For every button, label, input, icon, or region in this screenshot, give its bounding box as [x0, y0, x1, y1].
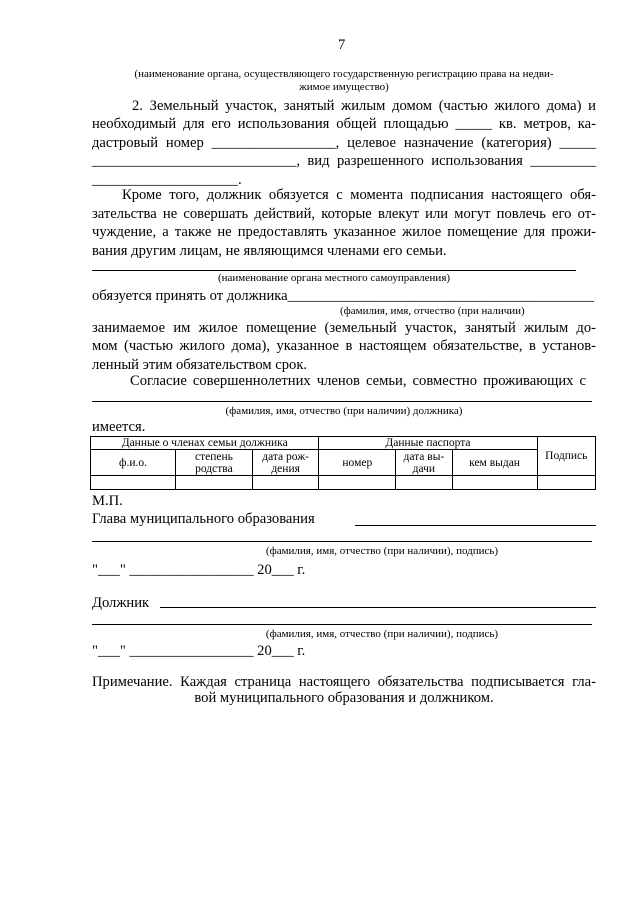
- head-fio-line: [92, 541, 592, 542]
- date-line-debtor: "___" _________________ 20___ г.: [92, 643, 306, 659]
- registration-authority-caption: (наименование органа, осуществляющего государственную регистрацию права на недви-: [134, 68, 554, 80]
- premises-line-3: ленный этим обязательством срок.: [92, 357, 308, 373]
- page-number: 7: [338, 37, 346, 53]
- table-cell[interactable]: [176, 476, 253, 490]
- table-cell[interactable]: [537, 476, 595, 490]
- land-plot-line-3: дастровый номер _________________, целевое назначение (категория) _____: [92, 135, 596, 151]
- land-plot-line-2: необходимый для его использования общей площадью _____ кв. метров, ка-: [92, 116, 596, 132]
- debtor-signature-line: [160, 607, 596, 608]
- local-gov-caption: (наименование органа местного самоуправления): [217, 272, 451, 284]
- table-cell[interactable]: [452, 476, 537, 490]
- land-plot-line-5: ____________________.: [92, 172, 242, 188]
- table-cell[interactable]: [252, 476, 319, 490]
- family-consent-line: Согласие совершеннолетних членов семьи, совместно проживающих с: [130, 373, 586, 389]
- debtor-fio-line: [92, 624, 592, 625]
- note-line-1: Примечание. Каждая страница настоящего обязательства подписывается гла-: [92, 674, 596, 690]
- col-number: номер: [319, 450, 396, 476]
- family-data-header: Данные о членах семьи должника: [91, 437, 319, 450]
- registration-authority-caption-cont: жимое имущество): [299, 81, 389, 93]
- stamp-place: М.П.: [92, 493, 123, 509]
- table-cell[interactable]: [91, 476, 176, 490]
- debtor-fio-caption: (фамилия, имя, отчество (при наличии): [340, 305, 525, 317]
- table-cell[interactable]: [319, 476, 396, 490]
- col-issued-by: кем выдан: [452, 450, 537, 476]
- col-fio: ф.и.о.: [91, 450, 176, 476]
- obligates-to-accept-line: обязуется принять от должника__________________________________________: [92, 288, 595, 304]
- passport-data-header: Данные паспорта: [319, 437, 537, 450]
- signature-header: Подпись: [537, 437, 595, 476]
- debtor-label: Должник: [92, 595, 150, 611]
- head-signature-caption: (фамилия, имя, отчество (при наличии), подпись): [265, 545, 499, 557]
- land-plot-line-1: 2. Земельный участок, занятый жилым домом (частью жилого дома) и: [132, 98, 596, 114]
- obligation-line-1: Кроме того, должник обязуется с момента подписания настоящего обя-: [122, 187, 596, 203]
- obligation-line-3: чуждение, а также не предоставлять указанное жилое помещение для прожи-: [92, 224, 596, 240]
- available-text: имеется.: [92, 419, 146, 435]
- premises-line-2: мом (частью жилого дома), указанное в настоящем обязательстве, в установ-: [92, 338, 596, 354]
- head-label: Глава муниципального образования: [92, 511, 315, 527]
- head-signature-line: [355, 525, 596, 526]
- premises-line-1: занимаемое им жилое помещение (земельный участок, занятый жилым до-: [92, 320, 596, 336]
- family-members-table: [90, 436, 596, 490]
- date-line-head: "___" _________________ 20___ г.: [92, 562, 306, 578]
- obligation-line-4: вания другим лицам, не являющимся членами его семьи.: [92, 243, 447, 259]
- debtor-signature-caption: (фамилия, имя, отчество (при наличии), подпись): [265, 628, 499, 640]
- debtor-fio-caption-2: (фамилия, имя, отчество (при наличии) должника): [225, 405, 463, 417]
- obligation-line-2: зательства не совершать действий, которые влекут или могут повлечь его от-: [92, 206, 596, 222]
- table-cell[interactable]: [396, 476, 452, 490]
- note-line-2: вой муниципального образования и должником.: [194, 690, 494, 706]
- col-dob: дата рож- дения: [252, 450, 319, 476]
- family-consent-blank-line: [92, 401, 592, 402]
- table-row: [91, 476, 596, 490]
- land-plot-line-4: ____________________________, вид разрешенного использования _________: [92, 153, 596, 169]
- local-gov-blank-line: [92, 270, 576, 271]
- col-issue-date: дата вы- дачи: [396, 450, 452, 476]
- col-degree: степень родства: [176, 450, 253, 476]
